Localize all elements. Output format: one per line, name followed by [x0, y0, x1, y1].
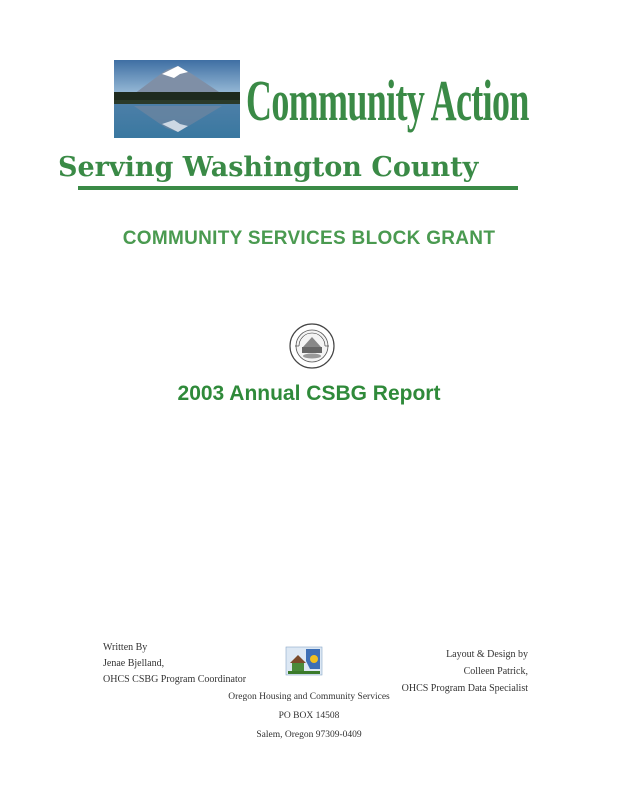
- agency-po-box: PO BOX 14508: [278, 711, 340, 721]
- state-seal-icon: [289, 323, 335, 369]
- report-title: 2003 Annual CSBG Report: [177, 382, 441, 405]
- written-by-name: Jenae Bjelland,: [103, 658, 165, 669]
- written-by-heading: Written By: [103, 642, 148, 653]
- layout-design-name: Colleen Patrick,: [463, 666, 528, 677]
- brand-subtitle: Serving Washington County: [58, 152, 479, 183]
- layout-design-heading: Layout & Design by: [446, 649, 528, 660]
- written-by-role: OHCS CSBG Program Coordinator: [103, 674, 247, 685]
- written-by-credit: [103, 640, 246, 688]
- agency-address: [0, 688, 618, 745]
- agency-name: Oregon Housing and Community Services: [228, 692, 390, 702]
- brand-underline: [78, 186, 518, 190]
- mountain-lake-photo-icon: [114, 60, 240, 138]
- agency-city: Salem, Oregon 97309-0409: [256, 730, 362, 740]
- oregon-housing-logo-icon: [284, 643, 324, 677]
- brand-title: Community Action: [246, 68, 529, 133]
- program-title: COMMUNITY SERVICES BLOCK GRANT: [122, 228, 496, 249]
- layout-design-role: OHCS Program Data Specialist: [401, 683, 528, 694]
